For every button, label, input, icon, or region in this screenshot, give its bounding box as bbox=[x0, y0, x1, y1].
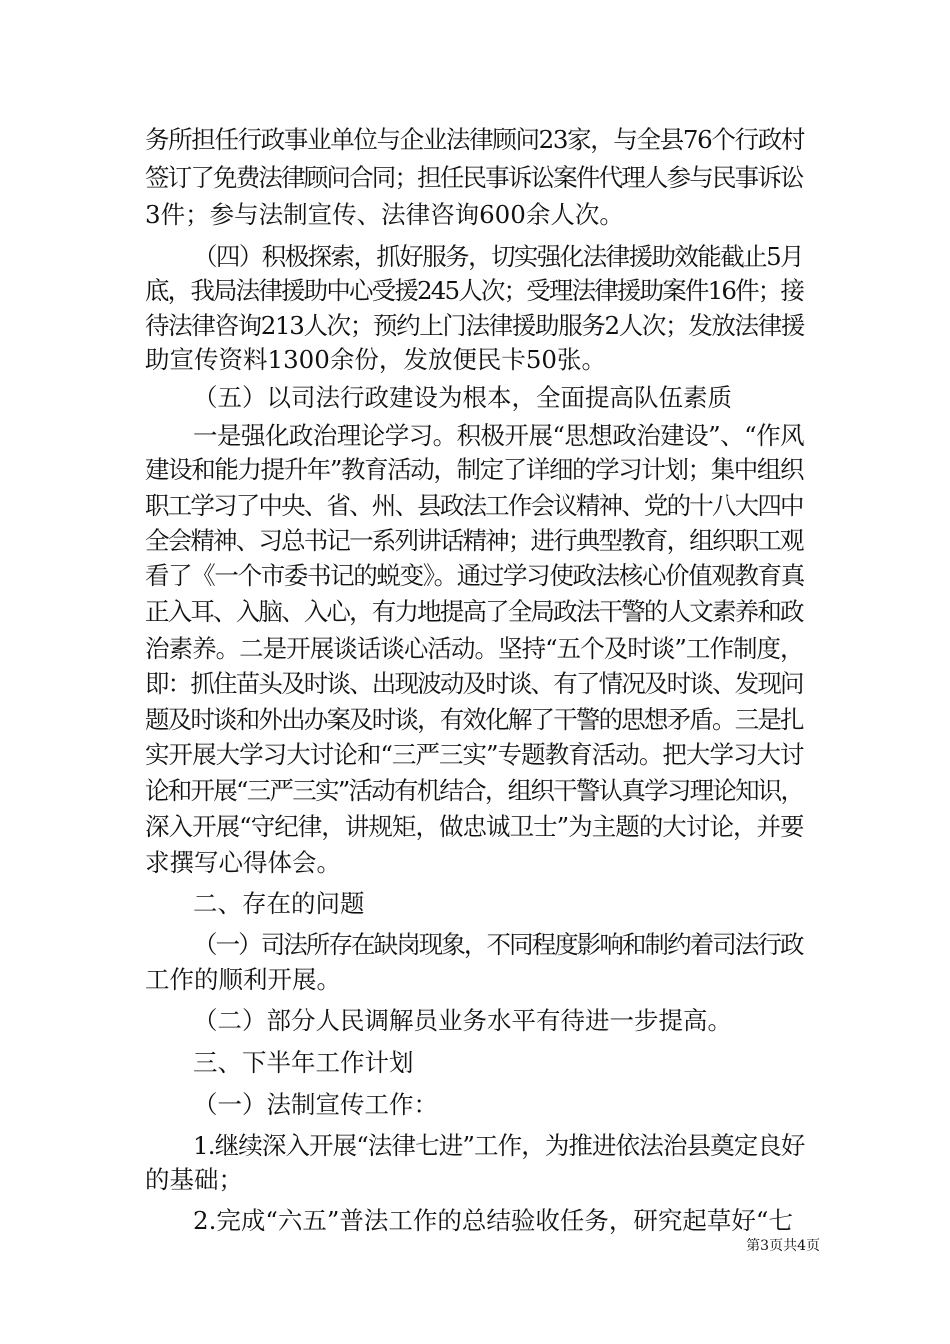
body-line-12: 全会精神、习总书记一系列讲话精神；进行典型教育，组织职工观 bbox=[145, 526, 803, 555]
body-line-19: 论和开展“三严三实”活动有机结合，组织干警认真学习理论知识， bbox=[145, 776, 804, 805]
section-heading-plan: 三、下半年工作计划 bbox=[193, 1048, 414, 1077]
subheading-legal-publicity: （一）法制宣传工作： bbox=[193, 1090, 438, 1119]
body-line-17: 题及时谈和外出办案及时谈，有效化解了干警的思想矛盾。三是扎 bbox=[145, 705, 803, 734]
body-line-16: 即：抓住苗头及时谈、出现波动及时谈、有了情况及时谈、发现问 bbox=[145, 669, 803, 698]
body-line-23: （一）司法所存在缺岗现象，不同程度影响和制约着司法行政 bbox=[193, 930, 803, 959]
body-line-15: 治素养。二是开展谈话谈心活动。坚持“五个及时谈”工作制度， bbox=[145, 634, 804, 663]
body-line-6: 待法律咨询213人次；预约上门法律援助服务2人次；发放法律援 bbox=[145, 311, 805, 340]
section-heading-problems: 二、存在的问题 bbox=[193, 889, 365, 918]
body-line-25: （二）部分人民调解员业务水平有待进一步提高。 bbox=[193, 1006, 732, 1035]
body-line-24: 工作的顺利开展。 bbox=[145, 965, 341, 994]
body-line-13: 看了《一个市委书记的蜕变》。通过学习使政法核心价值观教育真 bbox=[145, 561, 804, 590]
body-line-20: 深入开展“守纪律，讲规矩，做忠诚卫士”为主题的大讨论，并要 bbox=[145, 812, 804, 841]
body-line-30: 2.完成“六五”普法工作的总结验收任务，研究起草好“七 bbox=[193, 1206, 793, 1235]
body-line-9: 一是强化政治理论学习。积极开展“思想政治建设”、“作风 bbox=[193, 421, 805, 450]
body-line-3: 3件；参与法制宣传、法律咨询600余人次。 bbox=[145, 200, 624, 229]
body-line-18: 实开展大学习大讨论和“三严三实”专题教育活动。把大学习大讨 bbox=[145, 740, 804, 769]
body-line-29: 的基础； bbox=[145, 1165, 243, 1194]
body-line-4: （四）积极探索，抓好服务，切实强化法律援助效能截止5月 bbox=[193, 242, 804, 271]
body-line-14: 正入耳、入脑、入心，有力地提高了全局政法干警的人文素养和政 bbox=[145, 597, 803, 626]
body-line-11: 职工学习了中央、省、州、县政法工作会议精神、党的十八大四中 bbox=[145, 491, 803, 520]
body-line-7: 助宣传资料1300余份，发放便民卡50张。 bbox=[145, 345, 607, 374]
body-line-2: 签订了免费法律顾问合同；担任民事诉讼案件代理人参与民事诉讼 bbox=[145, 163, 803, 192]
body-line-28: 1.继续深入开展“法律七进”工作，为推进依法治县奠定良好 bbox=[193, 1131, 805, 1160]
body-line-1: 务所担任行政事业单位与企业法律顾问23家，与全县76个行政村 bbox=[145, 125, 805, 154]
body-line-21: 求撰写心得体会。 bbox=[145, 848, 341, 877]
body-line-5: 底，我局法律援助中心受援245人次；受理法律援助案件16件；接 bbox=[145, 276, 804, 305]
page-number-footer: 第3页共4页 bbox=[746, 1238, 820, 1254]
body-line-8: （五）以司法行政建设为根本，全面提高队伍素质 bbox=[193, 383, 732, 412]
body-line-10: 建设和能力提升年”教育活动，制定了详细的学习计划；集中组织 bbox=[145, 455, 804, 484]
